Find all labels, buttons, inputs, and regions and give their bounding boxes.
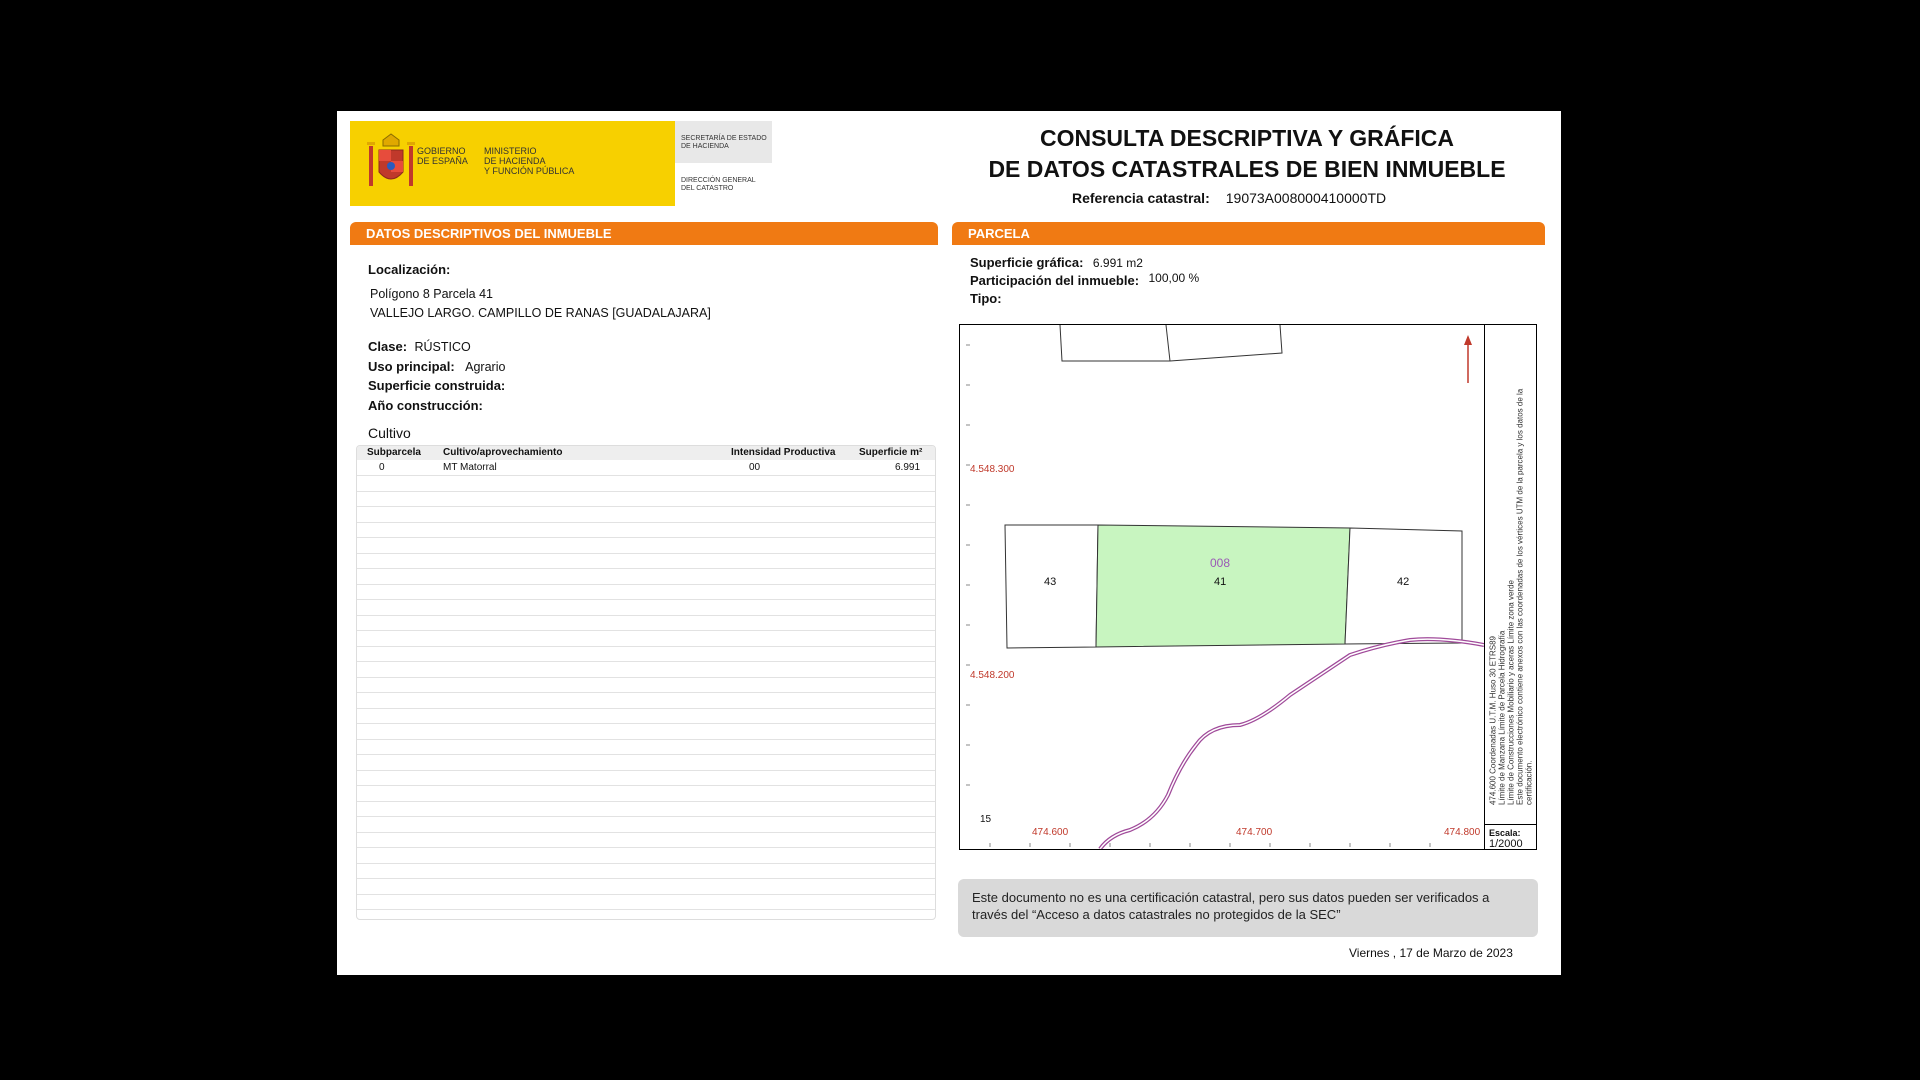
referencia-label: Referencia catastral: — [1072, 190, 1210, 206]
map-scale — [1484, 824, 1536, 849]
participacion-label: Participación del inmueble: — [970, 273, 1140, 288]
header-superficie: Superficie m² — [859, 447, 923, 458]
table-gridline — [357, 801, 935, 802]
table-gridline — [357, 630, 935, 631]
x-label-2: 474.700 — [1236, 827, 1273, 838]
header-cultivo: Cultivo/aprovechamiento — [443, 447, 563, 458]
table-gridline — [357, 754, 935, 755]
map-code-43: 43 — [1044, 576, 1057, 588]
table-gridline — [357, 491, 935, 492]
government-logo — [350, 121, 675, 206]
cultivo-table-header — [357, 446, 935, 460]
table-gridline — [357, 708, 935, 709]
referencia-value: 19073A008000410000TD — [1225, 190, 1387, 206]
anio-construccion-label: Año construcción: — [368, 398, 483, 413]
x-label-3: 474.800 — [1444, 827, 1481, 838]
map-code-42: 42 — [1397, 576, 1410, 588]
gobierno-text: GOBIERNO DE ESPAÑA — [417, 146, 468, 166]
document-date: Viernes , 17 de Marzo de 2023 — [1349, 946, 1513, 960]
map-code-15: 15 — [980, 814, 992, 825]
ministerio-text: MINISTERIO DE HACIENDA Y FUNCIÓN PÚBLICA — [484, 146, 575, 176]
document-page — [337, 111, 1561, 975]
table-gridline — [357, 568, 935, 569]
map-road-outer — [1100, 639, 1484, 849]
direccion-block — [675, 121, 772, 206]
table-gridline — [357, 785, 935, 786]
localizacion-label: Localización: — [368, 262, 451, 277]
uso-row — [368, 358, 505, 376]
table-gridline — [357, 692, 935, 693]
header-intensidad: Intensidad Productiva — [731, 447, 836, 458]
x-label-1: 474.600 — [1032, 827, 1069, 838]
cell-subparcela: 0 — [379, 462, 385, 473]
scale-value: 1/2000 — [1489, 838, 1523, 850]
header-subparcela: Subparcela — [367, 447, 421, 458]
y-label-1: 4.548.300 — [970, 464, 1015, 475]
uso-value: Agrario — [465, 360, 506, 374]
coat-of-arms-icon — [365, 132, 417, 194]
cadastral-map — [959, 324, 1537, 850]
superficie-grafica-value: 6.991 m2 — [1092, 256, 1143, 270]
table-gridline — [357, 475, 935, 476]
table-gridline — [357, 739, 935, 740]
title-line-2: DE DATOS CATASTRALES DE BIEN INMUEBLE — [988, 156, 1506, 182]
table-gridline — [357, 832, 935, 833]
superficie-grafica-row — [970, 254, 1143, 272]
cultivo-table — [356, 445, 936, 920]
datos-header-bold: INMUEBLE — [543, 226, 612, 241]
table-gridline — [357, 599, 935, 600]
table-gridline — [357, 847, 935, 848]
tipo-label: Tipo: — [970, 291, 1002, 306]
datos-header — [350, 222, 938, 245]
table-gridline — [357, 863, 935, 864]
scale-label: Escala: — [1489, 828, 1521, 838]
table-gridline — [357, 677, 935, 678]
map-parcel-top-divider — [1166, 325, 1170, 361]
clase-label: Clase: — [368, 339, 408, 354]
table-gridline — [357, 646, 935, 647]
cell-superficie: 6.991 — [895, 462, 921, 473]
north-arrow-icon — [1464, 335, 1472, 383]
table-gridline — [357, 522, 935, 523]
title-line-1: CONSULTA DESCRIPTIVA Y GRÁFICA — [1039, 125, 1455, 151]
table-gridline — [357, 770, 935, 771]
table-gridline — [357, 553, 935, 554]
map-code-41: 41 — [1214, 576, 1227, 588]
y-label-2: 4.548.200 — [970, 670, 1015, 681]
clase-value: RÚSTICO — [414, 340, 471, 354]
clase-row — [368, 338, 471, 356]
table-gridline — [357, 723, 935, 724]
table-gridline — [357, 615, 935, 616]
table-gridline — [357, 661, 935, 662]
table-gridline — [357, 537, 935, 538]
parcela-header: PARCELA — [952, 222, 1545, 245]
table-gridline — [357, 878, 935, 879]
direccion-text: DIRECCIÓN GENERAL DEL CATASTRO — [681, 177, 756, 192]
superficie-construida-label: Superficie construida: — [368, 378, 506, 393]
uso-label: Uso principal: — [368, 359, 455, 374]
disclaimer-note: Este documento no es una certificación catastral, pero sus datos pueden ser verificados a través del “Acceso a datos catastrales no protegidos de la SEC” — [958, 879, 1538, 937]
cultivo-label: Cultivo — [368, 425, 411, 441]
map-legend — [1484, 325, 1537, 824]
participacion-row — [970, 272, 1199, 290]
localizacion-line-1: Polígono 8 Parcela 41 — [370, 287, 494, 301]
datos-header-prefix: DATOS DESCRIPTIVOS DEL — [366, 226, 544, 241]
table-gridline — [357, 894, 935, 895]
map-code-008: 008 — [1210, 556, 1231, 570]
cell-intensidad: 00 — [749, 462, 761, 473]
secretaria-text: SECRETARÍA DE ESTADO DE HACIENDA — [681, 135, 767, 150]
map-road-inner — [1100, 639, 1484, 849]
superficie-grafica-label: Superficie gráfica: — [970, 255, 1084, 270]
table-gridline — [357, 816, 935, 817]
localizacion-line-2: VALLEJO LARGO. CAMPILLO DE RANAS [GUADALAJARA] — [370, 306, 711, 320]
document-title — [977, 123, 1517, 185]
table-gridline — [357, 584, 935, 585]
map-parcel-top — [1060, 325, 1282, 361]
legend-text: 474.600 Coordenadas U.T.M. Huso 30 ETRS89 Límite de Manzana Límite de Parcela Hidrografía Límite de Construcciones Mobiliario y aceras Límite zona verde Este documento electrónico contiene anexos con las coordenadas de los vértices UTM de la parcela y los datos de la certificación. — [1488, 388, 1534, 805]
table-gridline — [357, 506, 935, 507]
cell-cultivo: MT Matorral — [443, 462, 497, 473]
table-gridline — [357, 909, 935, 910]
referencia-catastral — [1072, 190, 1386, 206]
participacion-value: 100,00 % — [1148, 271, 1200, 285]
